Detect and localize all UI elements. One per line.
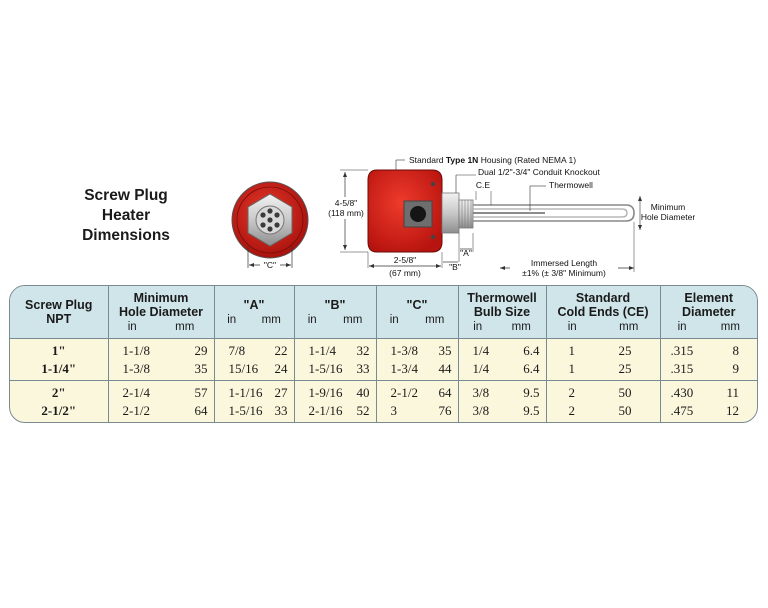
value-mm: 12	[726, 402, 739, 418]
row-group-2	[10, 381, 757, 422]
ce-label: C.E	[475, 180, 491, 190]
value-in: .315	[670, 342, 694, 358]
col-b	[294, 286, 376, 339]
side-view	[328, 155, 695, 278]
value-in: 1-5/16	[308, 360, 343, 376]
conduit-knockout	[410, 206, 426, 222]
value-in: 3/8	[472, 402, 490, 418]
value-mm: 25	[618, 360, 632, 376]
value-mm: 33	[274, 402, 288, 418]
unit-mm: mm	[619, 320, 639, 333]
min-hole-label-2: Hole Diameter	[640, 212, 696, 222]
value-in: .430	[670, 384, 694, 400]
value-in: 1	[568, 360, 575, 376]
value-mm: 57	[194, 384, 208, 400]
value-in: 15/16	[228, 360, 259, 376]
unit-in: in	[567, 320, 577, 333]
col-standard-cold-ends	[546, 286, 660, 339]
min-hole-label-1: Minimum	[650, 202, 686, 212]
header-line: Minimum	[133, 290, 189, 305]
npt-value: 1-1/4"	[41, 360, 77, 376]
value-mm: 8	[732, 342, 739, 358]
header-line: Bulb Size	[473, 304, 531, 319]
value-mm: 35	[194, 360, 208, 376]
cell-a	[214, 339, 294, 381]
thermowell-label: Thermowell	[549, 180, 593, 190]
width-in-label: 2-5/8"	[393, 255, 417, 265]
value-mm: 25	[618, 342, 632, 358]
value-mm: 64	[194, 402, 208, 418]
value-in: 2-1/2	[390, 384, 418, 400]
a-label: "A"	[460, 248, 472, 258]
housing-label	[409, 155, 576, 165]
unit-in: in	[127, 320, 137, 333]
value-in: 2-1/2	[122, 402, 150, 418]
header-line: Hole Diameter	[118, 304, 204, 319]
value-in: 1-1/4	[308, 342, 336, 358]
col-thermowell-bulb-size	[458, 286, 546, 339]
unit-in: in	[473, 320, 483, 333]
value-in: .315	[670, 360, 694, 376]
value-mm: 9.5	[523, 402, 540, 418]
cell-hole	[108, 339, 214, 381]
cell-npt	[10, 339, 108, 381]
title-line: Heater	[101, 207, 151, 224]
knockout-label: Dual 1/2"-3/4" Conduit Knockout	[478, 167, 600, 177]
value-mm: 6.4	[523, 360, 540, 376]
unit-mm: mm	[425, 313, 445, 326]
value-in: 1-1/16	[228, 384, 263, 400]
value-mm: 50	[618, 402, 632, 418]
cell-ce	[546, 339, 660, 381]
height-in-label: 4-5/8"	[334, 198, 358, 208]
value-mm: 11	[726, 384, 739, 400]
value-in: 1-3/8	[122, 360, 150, 376]
cell-c	[376, 381, 458, 422]
unit-in: in	[389, 313, 399, 326]
cell-ce	[546, 381, 660, 422]
b-label: "B"	[449, 262, 461, 272]
cell-elem	[660, 339, 757, 381]
header-line: NPT	[46, 312, 72, 326]
unit-mm: mm	[261, 313, 281, 326]
cell-elem	[660, 381, 757, 422]
cell-b	[294, 339, 376, 381]
col-screw-plug-npt	[10, 286, 108, 339]
unit-in: in	[307, 313, 317, 326]
header-line: Cold Ends (CE)	[557, 304, 649, 319]
end-view	[232, 182, 308, 270]
npt-value: 2-1/2"	[41, 402, 77, 418]
header-line: "C"	[406, 297, 428, 312]
row-group-1	[10, 339, 757, 381]
title-line: Screw Plug	[84, 187, 168, 204]
value-in: 1-3/8	[390, 342, 418, 358]
value-in: 3	[390, 402, 397, 418]
header-line: Element	[684, 290, 734, 305]
cell-hole	[108, 381, 214, 422]
unit-mm: mm	[175, 320, 195, 333]
cell-bulb	[458, 381, 546, 422]
value-in: 7/8	[228, 342, 246, 358]
header-line: Standard	[575, 290, 631, 305]
immersed-label-2: ±1% (± 3/8" Minimum)	[522, 268, 606, 278]
c-label: "C"	[263, 260, 277, 270]
header-row	[10, 286, 757, 339]
value-mm: 32	[356, 342, 370, 358]
header-line: Thermowell	[467, 290, 537, 305]
immersed-label-1: Immersed Length	[530, 258, 598, 268]
header-line: Screw Plug	[25, 298, 93, 312]
value-in: 1-9/16	[308, 384, 343, 400]
header-line: "A"	[243, 297, 265, 312]
value-mm: 50	[618, 384, 632, 400]
value-mm: 33	[356, 360, 370, 376]
value-in: 3/8	[472, 384, 490, 400]
unit-mm: mm	[511, 320, 531, 333]
width-mm-label: (67 mm)	[389, 268, 421, 278]
housing-label-bold: Type 1N	[445, 155, 479, 165]
value-mm: 64	[438, 384, 452, 400]
cell-npt	[10, 381, 108, 422]
unit-mm: mm	[720, 320, 740, 333]
unit-in: in	[227, 313, 237, 326]
value-mm: 9	[732, 360, 739, 376]
title-line: Dimensions	[82, 227, 170, 244]
header-line: Diameter	[682, 304, 736, 319]
value-in: 2-1/4	[122, 384, 150, 400]
unit-mm: mm	[343, 313, 363, 326]
housing-label-suffix: Housing (Rated NEMA 1)	[480, 155, 577, 165]
hex-nut	[442, 193, 459, 233]
heater-diagram	[0, 0, 768, 285]
col-min-hole-diameter	[108, 286, 214, 339]
npt-value: 1"	[51, 342, 66, 358]
npt-value: 2"	[51, 384, 66, 400]
value-mm: 40	[356, 384, 370, 400]
value-mm: 27	[274, 384, 288, 400]
value-mm: 22	[274, 342, 288, 358]
cell-c	[376, 339, 458, 381]
value-mm: 6.4	[523, 342, 540, 358]
value-in: 1/4	[472, 360, 490, 376]
value-in: 1-3/4	[390, 360, 418, 376]
value-in: .475	[670, 402, 694, 418]
col-c	[376, 286, 458, 339]
cell-bulb	[458, 339, 546, 381]
value-in: 1-1/8	[122, 342, 150, 358]
value-in: 2	[568, 402, 575, 418]
unit-in: in	[677, 320, 687, 333]
housing-label-prefix: Standard	[409, 155, 444, 165]
height-mm-label: (118 mm)	[328, 208, 364, 218]
col-element-diameter	[660, 286, 757, 339]
dimensions-table	[9, 285, 758, 423]
value-mm: 9.5	[523, 384, 540, 400]
value-in: 1/4	[472, 342, 490, 358]
value-mm: 35	[438, 342, 452, 358]
value-mm: 52	[356, 402, 370, 418]
value-in: 1	[568, 342, 575, 358]
header-line: "B"	[324, 297, 346, 312]
dimensions-grid	[10, 286, 757, 422]
value-in: 1-5/16	[228, 402, 263, 418]
value-in: 2	[568, 384, 575, 400]
value-mm: 44	[438, 360, 452, 376]
cell-a	[214, 381, 294, 422]
value-mm: 76	[438, 402, 452, 418]
cell-b	[294, 381, 376, 422]
value-in: 2-1/16	[308, 402, 343, 418]
col-a	[214, 286, 294, 339]
value-mm: 29	[194, 342, 208, 358]
value-mm: 24	[274, 360, 288, 376]
